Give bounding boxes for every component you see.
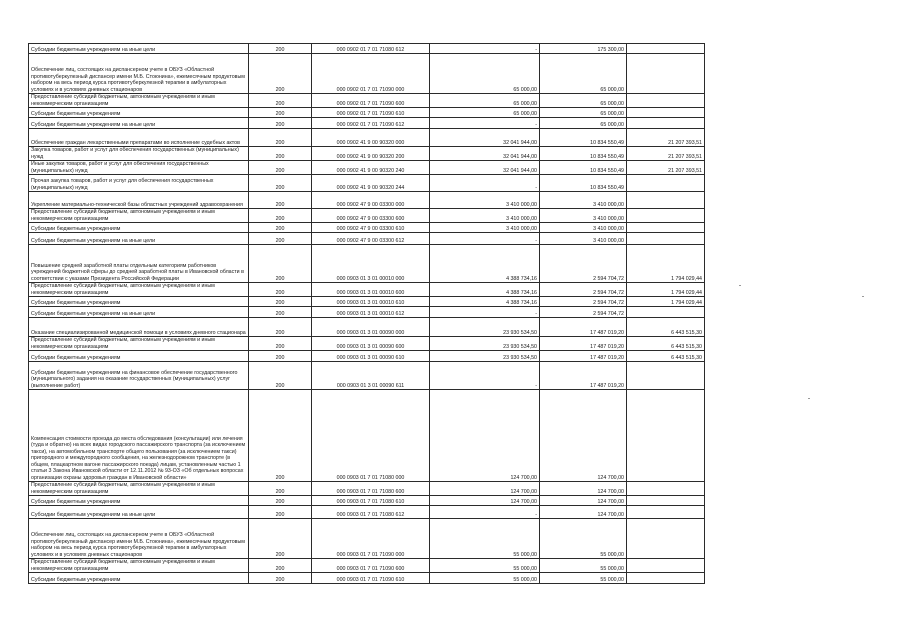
approved-amount: 4 388 734,16 (430, 283, 540, 297)
unexecuted-amount (627, 519, 705, 559)
approved-amount: 65 000,00 (430, 94, 540, 108)
admin-code: 200 (249, 307, 312, 318)
row-name: Предоставление субсидий бюджетным, автономным учреждениям и иным некоммерческим организациям (29, 209, 249, 223)
admin-code: 200 (249, 351, 312, 362)
unexecuted-amount: 21 207 393,51 (627, 147, 705, 161)
classification-code: 000 0902 41 9 00 90320 000 (312, 129, 430, 147)
row-name: Субсидии бюджетным учреждениям на иные цели (29, 44, 249, 54)
unexecuted-amount: 6 443 515,30 (627, 337, 705, 351)
approved-amount: 32 041 944,00 (430, 129, 540, 147)
table-row (29, 118, 705, 129)
row-name: Иные закупки товаров, работ и услуг для обеспечения государственных (муниципальных) нужд (29, 161, 249, 175)
row-name: Прочая закупка товаров, работ и услуг для обеспечения государственных (муниципальных) нужд (29, 175, 249, 192)
classification-code: 000 0903 01 3 01 00090 000 (312, 318, 430, 337)
approved-amount: - (430, 118, 540, 129)
executed-amount: 3 410 000,00 (540, 233, 627, 245)
unexecuted-amount (627, 94, 705, 108)
row-name: Субсидии бюджетным учреждениям на иные цели (29, 307, 249, 318)
executed-amount: 2 594 704,72 (540, 307, 627, 318)
row-name: Повышение средней заработной платы отдельным категориям работников учреждений бюджетной сферы до средней заработной платы в Ивановской области в соответствии с указами Президента Российской Федерации (29, 245, 249, 283)
table-row (29, 519, 705, 559)
unexecuted-amount: 6 443 515,30 (627, 318, 705, 337)
approved-amount: 124 700,00 (430, 390, 540, 482)
approved-amount: 65 000,00 (430, 108, 540, 118)
classification-code: 000 0902 01 7 01 71090 610 (312, 108, 430, 118)
row-name: Предоставление субсидий бюджетным, автономным учреждениям и иным некоммерческим организациям (29, 482, 249, 496)
table-row (29, 496, 705, 506)
approved-amount: 55 000,00 (430, 573, 540, 584)
admin-code: 200 (249, 496, 312, 506)
unexecuted-amount (627, 192, 705, 209)
scan-speck (862, 296, 864, 297)
admin-code: 200 (249, 519, 312, 559)
unexecuted-amount (627, 209, 705, 223)
unexecuted-amount (627, 362, 705, 390)
scan-speck (739, 285, 741, 286)
executed-amount: 17 487 019,20 (540, 337, 627, 351)
unexecuted-amount (627, 506, 705, 519)
executed-amount: 55 000,00 (540, 573, 627, 584)
executed-amount: 3 410 000,00 (540, 192, 627, 209)
classification-code: 000 0903 01 7 01 71080 610 (312, 496, 430, 506)
unexecuted-amount (627, 54, 705, 94)
row-name: Обеспечение лиц, состоящих на диспансерном учете в ОБУЗ «Областной противотуберкулезный диспансер имени М.Б. Стоюнина», ежемесячным продуктовым набором на весь период курса противотуберкулезной терапии в амбулаторных условиях и в условиях дневных стационаров (29, 519, 249, 559)
approved-amount: 124 700,00 (430, 482, 540, 496)
admin-code: 200 (249, 559, 312, 573)
row-name: Предоставление субсидий бюджетным, автономным учреждениям и иным некоммерческим организациям (29, 559, 249, 573)
classification-code: 000 0902 47 9 00 03300 612 (312, 233, 430, 245)
table-row (29, 94, 705, 108)
admin-code: 200 (249, 233, 312, 245)
table-row (29, 161, 705, 175)
classification-code: 000 0903 01 3 01 00010 610 (312, 297, 430, 307)
row-name: Субсидии бюджетным учреждениям (29, 496, 249, 506)
admin-code: 200 (249, 118, 312, 129)
approved-amount: 65 000,00 (430, 54, 540, 94)
admin-code: 200 (249, 209, 312, 223)
table-row (29, 559, 705, 573)
admin-code: 200 (249, 129, 312, 147)
unexecuted-amount (627, 108, 705, 118)
admin-code: 200 (249, 245, 312, 283)
executed-amount: 17 487 019,20 (540, 351, 627, 362)
row-name: Обеспечение лиц, состоящих на диспансерном учете в ОБУЗ «Областной противотуберкулезный диспансер имени М.Б. Стоюнина», ежемесячным продуктовым набором на весь период курса противотуберкулезной терапии в амбулаторных условиях и в условиях дневных стационаров (29, 54, 249, 94)
scan-speck (808, 398, 810, 399)
executed-amount: 2 594 704,72 (540, 283, 627, 297)
approved-amount: 55 000,00 (430, 559, 540, 573)
unexecuted-amount (627, 223, 705, 233)
classification-code: 000 0903 01 3 01 00090 610 (312, 351, 430, 362)
unexecuted-amount (627, 118, 705, 129)
table-row (29, 233, 705, 245)
executed-amount: 65 000,00 (540, 94, 627, 108)
unexecuted-amount (627, 496, 705, 506)
row-name: Оказание специализированной медицинской помощи в условиях дневного стационара (29, 318, 249, 337)
approved-amount: 23 930 534,50 (430, 318, 540, 337)
row-name: Закупка товаров, работ и услуг для обеспечения государственных (муниципальных) нужд (29, 147, 249, 161)
table-row (29, 245, 705, 283)
unexecuted-amount (627, 559, 705, 573)
approved-amount: - (430, 233, 540, 245)
classification-code: 000 0902 41 9 00 90320 244 (312, 175, 430, 192)
admin-code: 200 (249, 54, 312, 94)
table-row (29, 390, 705, 482)
approved-amount: - (430, 362, 540, 390)
table-row (29, 54, 705, 94)
approved-amount: 124 700,00 (430, 496, 540, 506)
table-row (29, 307, 705, 318)
unexecuted-amount (627, 233, 705, 245)
unexecuted-amount: 1 794 029,44 (627, 245, 705, 283)
table-row (29, 175, 705, 192)
classification-code: 000 0903 01 3 01 00010 612 (312, 307, 430, 318)
classification-code: 000 0902 01 7 01 71080 612 (312, 44, 430, 54)
executed-amount: 124 700,00 (540, 496, 627, 506)
classification-code: 000 0903 01 7 01 71090 610 (312, 573, 430, 584)
executed-amount: 17 487 019,20 (540, 362, 627, 390)
table-row (29, 283, 705, 297)
classification-code: 000 0902 47 9 00 03300 000 (312, 192, 430, 209)
approved-amount: - (430, 175, 540, 192)
table-row (29, 44, 705, 54)
admin-code: 200 (249, 192, 312, 209)
unexecuted-amount: 1 794 029,44 (627, 297, 705, 307)
approved-amount: 3 410 000,00 (430, 192, 540, 209)
unexecuted-amount (627, 44, 705, 54)
admin-code: 200 (249, 573, 312, 584)
approved-amount: - (430, 307, 540, 318)
admin-code: 200 (249, 390, 312, 482)
row-name: Предоставление субсидий бюджетным, автономным учреждениям и иным некоммерческим организациям (29, 283, 249, 297)
approved-amount: 4 388 734,16 (430, 297, 540, 307)
executed-amount: 10 834 550,49 (540, 175, 627, 192)
row-name: Предоставление субсидий бюджетным, автономным учреждениям и иным некоммерческим организациям (29, 94, 249, 108)
approved-amount: 32 041 944,00 (430, 161, 540, 175)
approved-amount: 23 930 534,50 (430, 351, 540, 362)
classification-code: 000 0902 01 7 01 71090 612 (312, 118, 430, 129)
unexecuted-amount: 6 443 515,30 (627, 351, 705, 362)
executed-amount: 55 000,00 (540, 519, 627, 559)
row-name: Предоставление субсидий бюджетным, автономным учреждениям и иным некоммерческим организациям (29, 337, 249, 351)
admin-code: 200 (249, 482, 312, 496)
admin-code: 200 (249, 337, 312, 351)
admin-code: 200 (249, 506, 312, 519)
admin-code: 200 (249, 318, 312, 337)
classification-code: 000 0903 01 7 01 71090 000 (312, 519, 430, 559)
approved-amount: 4 388 734,16 (430, 245, 540, 283)
table-row (29, 337, 705, 351)
table-row (29, 147, 705, 161)
admin-code: 200 (249, 147, 312, 161)
executed-amount: 65 000,00 (540, 54, 627, 94)
table-row (29, 129, 705, 147)
classification-code: 000 0902 41 9 00 90320 200 (312, 147, 430, 161)
row-name: Субсидии бюджетным учреждениям (29, 573, 249, 584)
approved-amount: 55 000,00 (430, 519, 540, 559)
executed-amount: 17 487 019,20 (540, 318, 627, 337)
row-name: Субсидии бюджетным учреждениям (29, 297, 249, 307)
unexecuted-amount (627, 482, 705, 496)
row-name: Субсидии бюджетным учреждениям (29, 351, 249, 362)
row-name: Укрепление материально-технической базы областных учреждений здравоохранения (29, 192, 249, 209)
approved-amount: 3 410 000,00 (430, 223, 540, 233)
approved-amount: - (430, 44, 540, 54)
executed-amount: 65 000,00 (540, 118, 627, 129)
executed-amount: 2 594 704,72 (540, 297, 627, 307)
admin-code: 200 (249, 161, 312, 175)
classification-code: 000 0903 01 3 01 00090 611 (312, 362, 430, 390)
executed-amount: 124 700,00 (540, 390, 627, 482)
table-row (29, 482, 705, 496)
executed-amount: 2 594 704,72 (540, 245, 627, 283)
admin-code: 200 (249, 175, 312, 192)
unexecuted-amount (627, 307, 705, 318)
row-name: Обеспечение граждан лекарственными препаратами во исполнение судебных актов (29, 129, 249, 147)
classification-code: 000 0902 47 9 00 03300 600 (312, 209, 430, 223)
approved-amount: - (430, 506, 540, 519)
unexecuted-amount: 21 207 393,51 (627, 129, 705, 147)
executed-amount: 10 834 550,49 (540, 161, 627, 175)
classification-code: 000 0902 41 9 00 90320 240 (312, 161, 430, 175)
approved-amount: 3 410 000,00 (430, 209, 540, 223)
classification-code: 000 0902 01 7 01 71090 000 (312, 54, 430, 94)
classification-code: 000 0902 01 7 01 71090 600 (312, 94, 430, 108)
table-row (29, 318, 705, 337)
admin-code: 200 (249, 362, 312, 390)
table-row (29, 192, 705, 209)
classification-code: 000 0903 01 7 01 71080 000 (312, 390, 430, 482)
table-row (29, 108, 705, 118)
unexecuted-amount: 21 207 393,51 (627, 161, 705, 175)
row-name: Субсидии бюджетным учреждениям на финансовое обеспечение государственного (муниципального) задания на оказание государственных (муниципальных) услуг (выполнение работ) (29, 362, 249, 390)
executed-amount: 3 410 000,00 (540, 223, 627, 233)
row-name: Компенсация стоимости проезда до места обследования (консультации) или лечения (туда и обратно) на всех видах городского пассажирского транспорта (за исключением такси), на автомобильном транспорте общего пользования (за исключением такси) пригородного и междугородного сообщения, на железнодорожном транспорте (в общем, плацкартном вагоне пассажирского поезда) лицам, установленным частью 1 статьи 3 Закона Ивановской области от 12.11.2012 № 93-ОЗ «Об отдельных вопросах организации охраны здоровья граждан в Ивановской области» (29, 390, 249, 482)
classification-code: 000 0902 47 9 00 03300 610 (312, 223, 430, 233)
unexecuted-amount (627, 175, 705, 192)
table-row (29, 297, 705, 307)
classification-code: 000 0903 01 7 01 71080 600 (312, 482, 430, 496)
classification-code: 000 0903 01 3 01 00010 600 (312, 283, 430, 297)
table-row (29, 506, 705, 519)
unexecuted-amount (627, 573, 705, 584)
executed-amount: 124 700,00 (540, 506, 627, 519)
unexecuted-amount: 1 794 029,44 (627, 283, 705, 297)
executed-amount: 3 410 000,00 (540, 209, 627, 223)
executed-amount: 124 700,00 (540, 482, 627, 496)
approved-amount: 23 930 534,50 (430, 337, 540, 351)
admin-code: 200 (249, 223, 312, 233)
admin-code: 200 (249, 297, 312, 307)
executed-amount: 10 834 550,49 (540, 147, 627, 161)
row-name: Субсидии бюджетным учреждениям (29, 108, 249, 118)
table-row (29, 573, 705, 584)
admin-code: 200 (249, 108, 312, 118)
executed-amount: 175 300,00 (540, 44, 627, 54)
table-row (29, 362, 705, 390)
table-row (29, 223, 705, 233)
row-name: Субсидии бюджетным учреждениям (29, 223, 249, 233)
row-name: Субсидии бюджетным учреждениям на иные цели (29, 506, 249, 519)
budget-sheet (28, 43, 704, 584)
table-row (29, 351, 705, 362)
row-name: Субсидии бюджетным учреждениям на иные цели (29, 233, 249, 245)
classification-code: 000 0903 01 7 01 71080 612 (312, 506, 430, 519)
executed-amount: 65 000,00 (540, 108, 627, 118)
executed-amount: 10 834 550,49 (540, 129, 627, 147)
row-name: Субсидии бюджетным учреждениям на иные цели (29, 118, 249, 129)
budget-table-body (29, 44, 705, 584)
table-row (29, 209, 705, 223)
admin-code: 200 (249, 283, 312, 297)
approved-amount: 32 041 944,00 (430, 147, 540, 161)
classification-code: 000 0903 01 3 01 00010 000 (312, 245, 430, 283)
admin-code: 200 (249, 94, 312, 108)
admin-code: 200 (249, 44, 312, 54)
classification-code: 000 0903 01 7 01 71090 600 (312, 559, 430, 573)
budget-table (28, 43, 705, 584)
classification-code: 000 0903 01 3 01 00090 600 (312, 337, 430, 351)
executed-amount: 55 000,00 (540, 559, 627, 573)
unexecuted-amount (627, 390, 705, 482)
